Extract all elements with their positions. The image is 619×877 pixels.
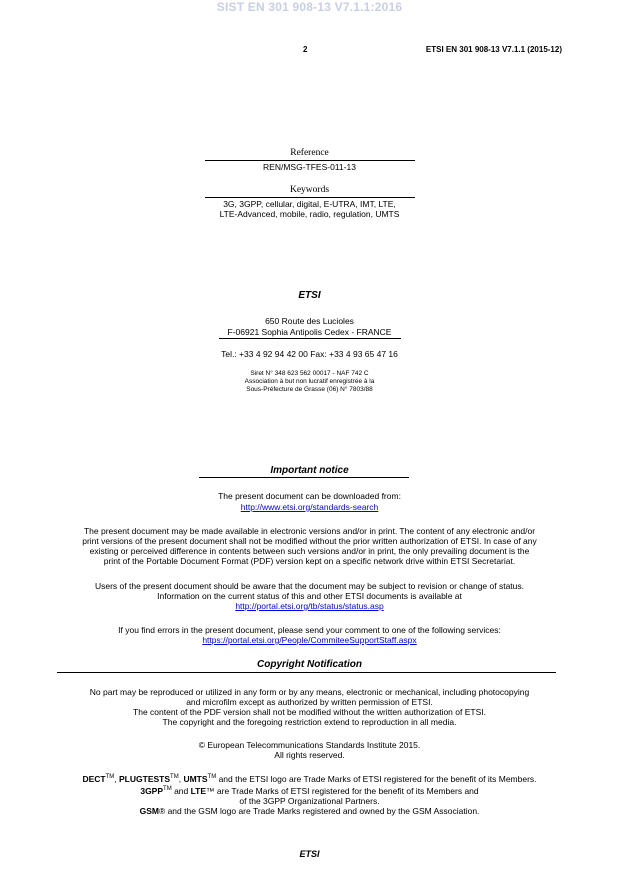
rights-reserved: All rights reserved. [274, 750, 345, 760]
notice-p1-line-4: print of the Portable Document Format (PDF) version kept on a specific network drive within ETSI Secretariat. [103, 556, 516, 566]
page-number: 2 [303, 45, 308, 54]
copyright-line-2: and microfilm except as authorized by written permission of ETSI. [186, 697, 433, 707]
copyright-rule [57, 672, 556, 673]
important-notice-rule [199, 477, 409, 478]
siret-line-3: Sous-Préfecture de Grasse (06) N° 7803/88 [246, 386, 373, 393]
support-link[interactable]: https://portal.etsi.org/People/CommiteeSupportStaff.aspx [202, 635, 417, 645]
document-id: ETSI EN 301 908-13 V7.1.1 (2015-12) [425, 45, 562, 54]
address-rule [219, 338, 401, 339]
trademarks [0, 772, 619, 816]
footer-etsi: ETSI [299, 849, 320, 859]
copyright-owner: © European Telecommunications Standards Institute 2015. [198, 740, 421, 750]
address-line-2: F-06921 Sophia Antipolis Cedex - FRANCE [227, 327, 392, 337]
important-notice-title: Important notice [270, 465, 349, 476]
notice-p1-line-3: existing or perceived difference in contents between such versions and/or in print, the only prevailing document is the [89, 546, 530, 556]
trademark-line-3: of the 3GPP Organizational Partners. [239, 795, 380, 806]
notice-p1-line-1: The present document may be made available in electronic versions and/or in print. The content of any electronic and/or [83, 526, 536, 536]
copyright-title: Copyright Notification [257, 659, 362, 670]
notice-p3-line-1: If you find errors in the present document, please send your comment to one of the following services: [118, 625, 501, 635]
notice-p1-line-2: print versions of the present document shall not be modified without the prior written authorization of ETSI. In case of any [82, 536, 537, 546]
keywords-label: Keywords [289, 185, 330, 195]
siret-line-2: Association à but non lucratif enregistrée à la [244, 378, 375, 385]
reference-label: Reference [290, 148, 329, 158]
notice-paragraph-3 [0, 625, 619, 645]
watermark: SIST EN 301 908-13 V7.1.1:2016 [216, 0, 403, 14]
status-link[interactable]: http://portal.etsi.org/tb/status/status.asp [235, 601, 384, 611]
download-link[interactable]: http://www.etsi.org/standards-search [240, 502, 379, 512]
copyright-line-4: The copyright and the foregoing restriction extend to reproduction in all media. [162, 717, 457, 727]
copyright-line-3: The content of the PDF version shall not be modified without the written authorization of ETSI. [133, 707, 486, 717]
trademark-line-1: DECT™, PLUGTESTS™, UMTS™ and the ETSI logo are Trade Marks of ETSI registered for the benefit of its Members. [82, 773, 537, 784]
tel-fax: Tel.: +33 4 92 94 42 00 Fax: +33 4 93 65 47 16 [221, 349, 398, 359]
reference-rule [205, 160, 415, 161]
notice-paragraph-1 [0, 526, 619, 566]
siret-line-1: Siret N° 348 623 562 00017 - NAF 742 C [250, 370, 369, 377]
etsi-title: ETSI [298, 290, 321, 301]
trademark-line-2: 3GPP™ and LTE™ are Trade Marks of ETSI registered for the benefit of its Members and [140, 785, 479, 796]
notice-p2-line-2: Information on the current status of this and other ETSI documents is available at [157, 591, 462, 601]
keywords-rule [205, 197, 415, 198]
notice-p2-line-1: Users of the present document should be aware that the document may be subject to revision or change of status. [94, 581, 525, 591]
reference-value: REN/MSG-TFES-011-13 [263, 162, 356, 172]
copyright-paragraph [0, 687, 619, 727]
trademark-line-4: GSM® and the GSM logo are Trade Marks registered and owned by the GSM Association. [139, 805, 480, 816]
copyright-line-1: No part may be reproduced or utilized in any form or by any means, electronic or mechanical, including photocopying [89, 687, 530, 697]
address-line-1: 650 Route des Lucioles [265, 316, 354, 326]
notice-paragraph-2 [0, 581, 619, 611]
download-text: The present document can be downloaded from: [218, 491, 401, 501]
keywords-line-1: 3G, 3GPP, cellular, digital, E-UTRA, IMT, LTE, [223, 199, 396, 209]
keywords-line-2: LTE-Advanced, mobile, radio, regulation, UMTS [219, 209, 400, 219]
copyright-statement [0, 740, 619, 760]
